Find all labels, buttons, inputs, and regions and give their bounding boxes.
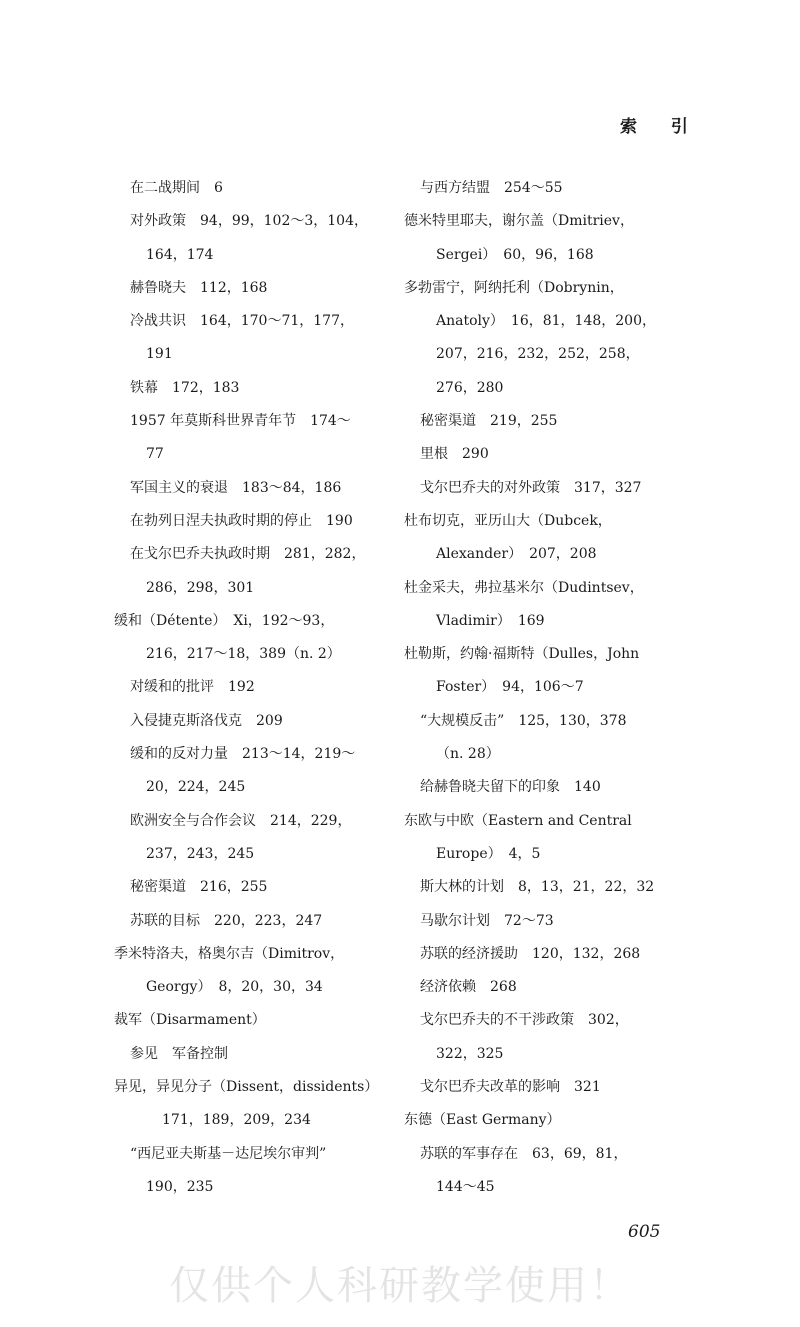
index-entry-line: 在勃列日涅夫执政时期的停止 190 xyxy=(130,512,353,529)
index-entry-line: 杜金采夫，弗拉基米尔（Dudintsev， xyxy=(404,579,644,596)
index-entry-line: 对外政策 94，99，102～3，104， xyxy=(130,213,368,230)
index-entry-line: Foster） 94，106～7 xyxy=(436,679,584,696)
index-entry-line: Alexander） 207，208 xyxy=(436,546,597,563)
index-entry-line: 1957 年莫斯科世界青年节 174～ xyxy=(130,413,351,430)
index-entry-line: 杜勒斯，约翰·福斯特（Dulles，John xyxy=(404,646,640,663)
index-entry-line: Vladimir） 169 xyxy=(436,612,545,629)
index-entry-line: 东欧与中欧（Eastern and Central xyxy=(404,812,632,829)
index-entry-line: Sergei） 60，96，168 xyxy=(436,246,594,263)
watermark-text: 仅供个人科研教学使用！ xyxy=(169,1263,631,1309)
index-entry-line: 237，243，245 xyxy=(146,845,255,862)
index-entry-line: 286，298，301 xyxy=(146,579,255,596)
index-entry-line: 多勃雷宁，阿纳托利（Dobrynin， xyxy=(404,279,624,296)
index-entry-line: 裁军（Disarmament） xyxy=(114,1012,266,1029)
index-entry-line: Europe） 4，5 xyxy=(436,845,541,862)
index-entry-line: 铁幕 172，183 xyxy=(130,379,240,396)
index-entry-line: 杜布切克，亚历山大（Dubcek， xyxy=(404,512,612,529)
index-entry-line: 苏联的经济援助 120，132，268 xyxy=(420,945,641,962)
index-entry-line: 欧洲安全与合作会议 214，229， xyxy=(130,812,352,829)
index-entry-line: 缓和（Détente） Xi，192～93， xyxy=(114,612,335,629)
index-entry-line: 给赫鲁晓夫留下的印象 140 xyxy=(420,779,601,796)
index-entry-line: 190，235 xyxy=(146,1178,214,1195)
index-entry-line: 入侵捷克斯洛伐克 209 xyxy=(130,712,283,729)
index-entry-line: 秘密渠道 216，255 xyxy=(130,879,268,896)
index-entry-line: （n. 28） xyxy=(436,746,500,763)
index-entry-line: 在二战期间 6 xyxy=(130,180,223,196)
index-entry-line: “大规模反击” 125，130，378 xyxy=(420,712,627,729)
index-entry-line: 戈尔巴乔夫改革的影响 321 xyxy=(420,1079,601,1096)
index-entry-line: 德米特里耶夫，谢尔盖（Dmitriev， xyxy=(404,213,634,230)
index-entry-line: 斯大林的计划 8，13，21，22，32 xyxy=(420,879,655,896)
index-entry-line: 144～45 xyxy=(436,1178,495,1195)
index-entry-line: 戈尔巴乔夫的对外政策 317，327 xyxy=(420,479,642,496)
index-entry-line: 苏联的军事存在 63，69，81， xyxy=(420,1145,628,1162)
index-entry-line: 20，224，245 xyxy=(146,779,246,796)
page-number: 605 xyxy=(628,1222,661,1242)
index-entry-line: 里根 290 xyxy=(420,446,489,463)
page-header: 索 引 xyxy=(620,117,702,137)
index-entry-line: 冷战共识 164，170～71，177， xyxy=(130,313,354,330)
index-entry-line: 参见 军备控制 xyxy=(130,1045,228,1062)
index-entry-line: 对缓和的批评 192 xyxy=(130,679,255,696)
index-entry-line: 异见，异见分子（Dissent，dissidents） xyxy=(114,1079,379,1096)
index-entry-line: 与西方结盟 254～55 xyxy=(420,180,563,196)
index-entry-line: 马歇尔计划 72～73 xyxy=(420,912,554,929)
index-entry-line: 171，189，209，234 xyxy=(162,1112,311,1129)
index-entry-line: 军国主义的衰退 183～84，186 xyxy=(130,479,342,496)
index-entry-line: 经济依赖 268 xyxy=(420,979,517,996)
index-entry-line: Georgy） 8，20，30，34 xyxy=(146,979,323,996)
index-entry-line: Anatoly） 16，81，148，200， xyxy=(436,313,656,330)
index-entry-line: 216，217～18，389（n. 2） xyxy=(146,646,341,663)
index-entry-line: 苏联的目标 220，223，247 xyxy=(130,912,323,929)
index-entry-line: “西尼亚夫斯基－达尼埃尔审判” xyxy=(130,1145,327,1162)
index-entry-line: 季米特洛夫，格奥尔吉（Dimitrov， xyxy=(114,945,345,962)
index-entry-line: 赫鲁晓夫 112，168 xyxy=(130,279,268,296)
index-entry-line: 戈尔巴乔夫的不干涉政策 302， xyxy=(420,1012,629,1029)
index-entry-line: 在戈尔巴乔夫执政时期 281，282， xyxy=(130,546,366,563)
index-column-right xyxy=(404,172,676,1204)
index-entry-line: 207，216，232，252，258， xyxy=(436,346,640,363)
index-entry-line: 322，325 xyxy=(436,1045,504,1062)
index-entry-line: 东德（East Germany） xyxy=(404,1112,561,1129)
index-entry-line: 191 xyxy=(146,346,173,363)
index-entry-line: 秘密渠道 219，255 xyxy=(420,413,558,430)
index-entry-line: 77 xyxy=(146,446,164,463)
index-entry-line: 276，280 xyxy=(436,379,504,396)
index-entry-line: 缓和的反对力量 213～14，219～ xyxy=(130,746,356,763)
index-column-left xyxy=(114,172,390,1204)
index-entry-line: 164，174 xyxy=(146,246,214,263)
